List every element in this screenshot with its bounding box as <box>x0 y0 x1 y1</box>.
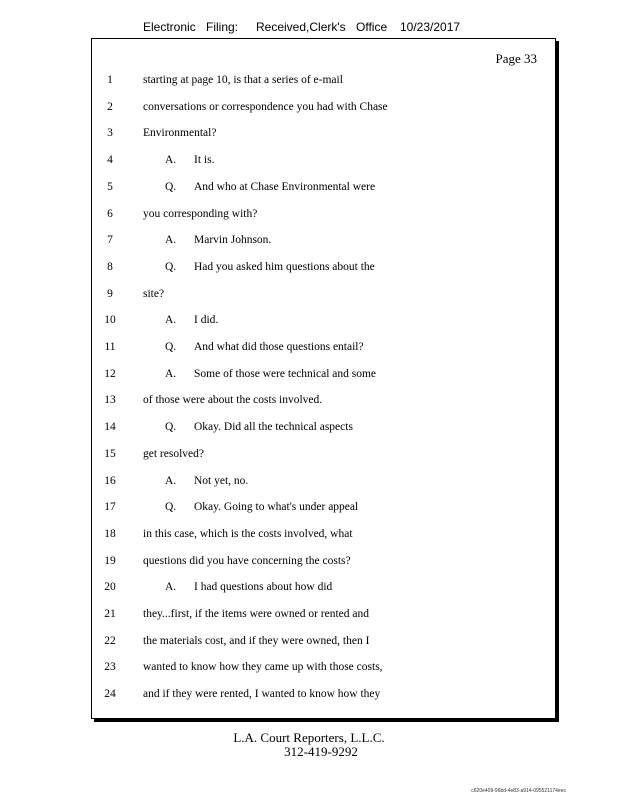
transcript-page <box>91 38 556 719</box>
speaker-label: A. <box>165 581 177 594</box>
line-content: you corresponding with? <box>143 207 258 220</box>
line-number: 4 <box>107 154 113 167</box>
line-text <box>143 70 343 90</box>
transcript-line <box>92 497 555 517</box>
line-content: get resolved? <box>143 447 204 460</box>
transcript-line <box>92 337 555 357</box>
speaker-label: A. <box>165 367 177 380</box>
footer <box>0 731 618 759</box>
line-text <box>143 524 353 544</box>
page-number: Page 33 <box>495 51 537 66</box>
line-number: 14 <box>104 421 116 434</box>
line-text <box>143 97 388 117</box>
header-received: Received,Clerk's <box>256 20 346 34</box>
line-number: 2 <box>107 100 113 113</box>
line-text <box>165 471 248 491</box>
header-filing: Filing: <box>206 20 239 34</box>
line-content: starting at page 10, is that a series of e-mail <box>143 74 343 86</box>
transcript-line <box>92 604 555 624</box>
header-date: 10/23/2017 <box>400 20 461 34</box>
line-number: 8 <box>107 260 113 273</box>
speaker-label: Q. <box>165 260 177 273</box>
line-number: 20 <box>104 581 116 594</box>
line-content: Not yet, no. <box>194 474 249 487</box>
transcript-line <box>92 657 555 677</box>
line-content: questions did you have concerning the costs? <box>143 554 351 567</box>
line-content: I did. <box>194 314 219 327</box>
transcript-line <box>92 70 555 90</box>
line-text <box>165 150 214 170</box>
line-text <box>143 444 204 464</box>
line-number: 7 <box>107 234 113 247</box>
line-number: 24 <box>104 688 116 701</box>
speaker-label: Q. <box>165 421 177 434</box>
line-number: 1 <box>107 74 113 86</box>
line-text <box>143 657 383 677</box>
line-text <box>165 497 358 517</box>
line-text <box>165 177 375 197</box>
line-text <box>165 364 376 384</box>
line-number: 9 <box>107 287 113 300</box>
speaker-label: A. <box>165 234 177 247</box>
transcript-line <box>92 230 555 250</box>
transcript-line <box>92 310 555 330</box>
line-content: wanted to know how they came up with those costs, <box>143 661 383 674</box>
transcript-line <box>92 284 555 304</box>
header-office: Office <box>356 20 388 34</box>
transcript-line <box>92 123 555 143</box>
line-content: Had you asked him questions about the <box>194 260 375 273</box>
line-text <box>165 230 271 250</box>
court-reporter-phone: 312-419-9292 <box>284 744 358 759</box>
court-reporter-name: L.A. Court Reporters, L.L.C. <box>233 730 385 745</box>
line-text <box>165 310 218 330</box>
transcript-line <box>92 417 555 437</box>
line-text <box>143 604 369 624</box>
speaker-label: Q. <box>165 501 177 514</box>
line-content: Marvin Johnson. <box>194 234 272 247</box>
transcript-line <box>92 684 555 704</box>
line-content: I had questions about how did <box>194 581 333 594</box>
line-content: Okay. Did all the technical aspects <box>194 421 353 434</box>
line-number: 15 <box>104 447 116 460</box>
speaker-label: A. <box>165 154 177 167</box>
line-number: 5 <box>107 180 113 193</box>
line-content: of those were about the costs involved. <box>143 394 323 407</box>
transcript-line <box>92 97 555 117</box>
line-number: 23 <box>104 661 116 674</box>
line-content: in this case, which is the costs involved, what <box>143 527 353 540</box>
line-content: And what did those questions entail? <box>194 341 364 353</box>
speaker-label: Q. <box>165 341 177 353</box>
line-text <box>143 551 351 571</box>
line-number: 17 <box>104 501 116 514</box>
line-content: And who at Chase Environmental were <box>194 180 376 193</box>
line-text <box>143 284 164 304</box>
transcript-line <box>92 444 555 464</box>
document-id: c620e409-96bd-4e83-a914-095521174eec <box>471 788 566 794</box>
line-number: 19 <box>104 554 116 567</box>
line-content: Environmental? <box>143 127 217 140</box>
line-number: 13 <box>104 394 116 407</box>
line-text <box>165 337 364 357</box>
line-content: It is. <box>194 154 215 167</box>
line-text <box>165 577 332 597</box>
line-number: 11 <box>104 341 116 353</box>
speaker-label: Q. <box>165 180 177 193</box>
line-number: 3 <box>107 127 113 140</box>
header-electronic: Electronic <box>143 20 196 34</box>
line-content: conversations or correspondence you had with Chase <box>143 100 388 113</box>
line-text <box>143 684 380 704</box>
transcript-line <box>92 204 555 224</box>
line-content: the materials cost, and if they were owned, then I <box>143 634 370 647</box>
speaker-label: A. <box>165 314 177 327</box>
line-content: Okay. Going to what's under appeal <box>194 501 359 514</box>
speaker-label: A. <box>165 474 177 487</box>
transcript-line <box>92 577 555 597</box>
line-content: site? <box>143 287 165 300</box>
line-text <box>165 417 353 437</box>
line-content: Some of those were technical and some <box>194 367 377 380</box>
line-text <box>143 204 257 224</box>
line-number: 18 <box>104 527 116 540</box>
line-number: 10 <box>104 314 116 327</box>
transcript-line <box>92 257 555 277</box>
transcript-line <box>92 631 555 651</box>
transcript-line <box>92 551 555 571</box>
transcript-line <box>92 364 555 384</box>
line-number: 6 <box>107 207 113 220</box>
line-number: 12 <box>104 367 116 380</box>
transcript-line <box>92 524 555 544</box>
line-number: 21 <box>104 608 116 620</box>
line-number: 16 <box>104 474 116 487</box>
line-content: they...first, if the items were owned or rented and <box>143 608 369 620</box>
line-text <box>165 257 375 277</box>
transcript-line <box>92 150 555 170</box>
transcript-line <box>92 471 555 491</box>
transcript-line <box>92 177 555 197</box>
line-number: 22 <box>104 634 116 647</box>
transcript-line <box>92 390 555 410</box>
line-text <box>143 390 322 410</box>
line-content: and if they were rented, I wanted to know how they <box>143 688 381 701</box>
line-text <box>143 631 369 651</box>
line-text <box>143 123 216 143</box>
